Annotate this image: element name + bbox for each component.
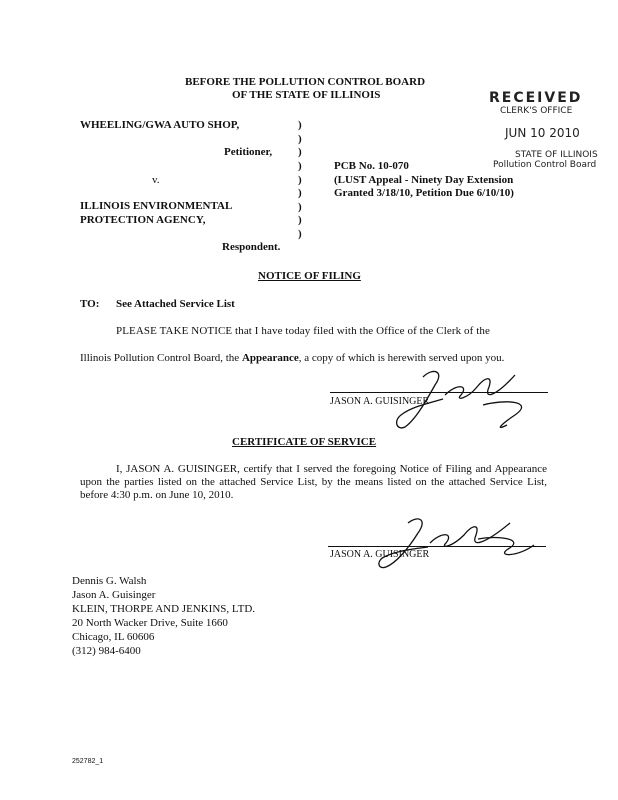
firm-block <box>72 574 255 658</box>
caption-bracket: ) <box>298 119 302 131</box>
notice-title: NOTICE OF FILING <box>258 270 361 282</box>
certificate-title: CERTIFICATE OF SERVICE <box>232 436 377 448</box>
caption-bracket: ) <box>298 146 302 158</box>
case-description-line2: Granted 3/18/10, Petition Due 6/10/10) <box>334 187 514 199</box>
stamp-received: RECEIVED <box>489 90 583 106</box>
firm-line-attorney-2: Jason A. Guisinger <box>72 589 156 601</box>
court-header-line2: OF THE STATE OF ILLINOIS <box>232 89 381 101</box>
versus: v. <box>152 174 160 186</box>
firm-line-phone: (312) 984-6400 <box>72 645 141 657</box>
notice-signer-name: JASON A. GUISINGER <box>330 396 430 407</box>
certificate-signer-name: JASON A. GUISINGER <box>330 549 430 560</box>
certificate-body: I, JASON A. GUISINGER, certify that I served the foregoing Notice of Filing and Appearance upon the parties listed on the attached Service List, by the means listed on the attached Service List, before 4:30 p.m. on June 10, 2010. <box>80 463 547 501</box>
stamp-state: STATE OF ILLINOIS <box>515 150 598 160</box>
document-id: 252782_1 <box>72 758 104 765</box>
firm-line-city: Chicago, IL 60606 <box>72 631 155 643</box>
stamp-board: Pollution Control Board <box>493 160 597 170</box>
respondent-label: Respondent. <box>222 241 281 253</box>
notice-body-line2-bold: Appearance <box>241 352 299 364</box>
caption-bracket: ) <box>298 187 302 199</box>
notice-to-label: TO: <box>80 298 100 310</box>
notice-to-value: See Attached Service List <box>116 298 235 310</box>
petitioner-label: Petitioner, <box>224 146 273 158</box>
firm-line-attorney-1: Dennis G. Walsh <box>72 575 147 587</box>
notice-body-line2-pre: Illinois Pollution Control Board, the <box>80 352 242 364</box>
caption-bracket: ) <box>298 214 302 226</box>
notice-body-line2-post: , a copy of which is herewith served upon you. <box>298 352 505 364</box>
case-description-line1: (LUST Appeal - Ninety Day Extension <box>334 174 514 186</box>
notice-body-line1: PLEASE TAKE NOTICE that I have today filed with the Office of the Clerk of the <box>116 325 491 337</box>
case-number: PCB No. 10-070 <box>334 160 409 172</box>
firm-line-firm-name: KLEIN, THORPE AND JENKINS, LTD. <box>72 603 256 615</box>
court-header-line1: BEFORE THE POLLUTION CONTROL BOARD <box>185 76 426 88</box>
caption-bracket: ) <box>298 201 302 213</box>
caption-bracket: ) <box>298 174 302 186</box>
firm-line-address: 20 North Wacker Drive, Suite 1660 <box>72 617 228 629</box>
caption-bracket: ) <box>298 160 302 172</box>
notice-body-line2 <box>80 352 504 364</box>
stamp-clerks-office: CLERK'S OFFICE <box>500 106 573 116</box>
signature-2 <box>368 515 538 575</box>
caption-bracket: ) <box>298 133 302 145</box>
caption-bracket: ) <box>298 228 302 240</box>
stamp-date: JUN 10 2010 <box>505 126 580 140</box>
respondent-name-line1: ILLINOIS ENVIRONMENTAL <box>80 200 233 212</box>
petitioner-name: WHEELING/GWA AUTO SHOP, <box>80 119 240 131</box>
respondent-name-line2: PROTECTION AGENCY, <box>80 214 206 226</box>
